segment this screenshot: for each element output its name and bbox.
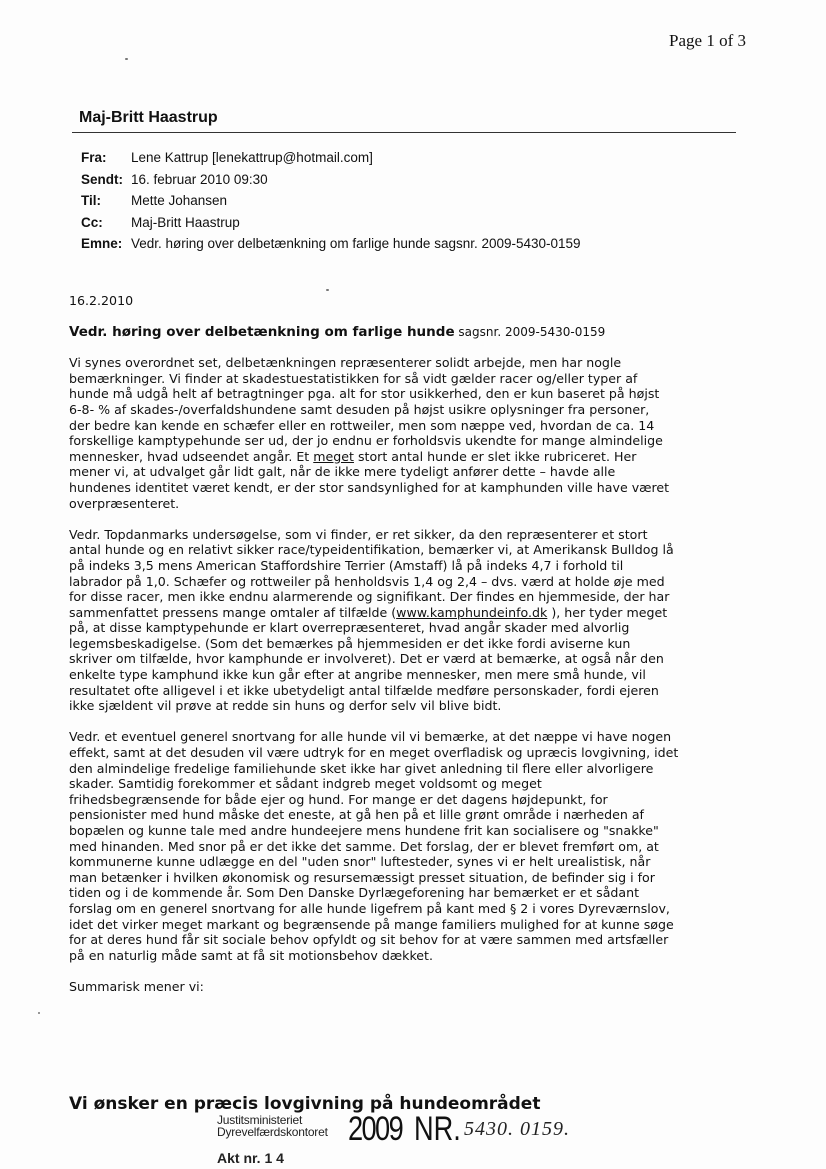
header-subject-label: Emne: [81,236,123,251]
letter-date: 16.2.2010 [69,293,134,308]
stamp-handwritten-number: 5430. 0159. [464,1118,570,1140]
emphasis-underlined: meget [313,448,354,464]
header-sent-value: 16. februar 2010 09:30 [131,171,268,187]
header-to [81,190,581,212]
paragraph-statistics-part1: Vi synes overordnet set, delbetænkningen repræsenterer solidt arbejde, men har nogle bemærkninger. Vi finder at skadestuestatistikken for så vidt gælder racer og/eller typer af hunde må udgå helt af betragtninger pga. alt for stor usikkerhed, den er kun baseret på højst 6-8- % af skades-/overfaldshundene samt desuden på højst usikre oplysninger fra personer, der bedre kan kende en schæfer eller en rottweiler, men som næppe ved, hvordan de ca. 14 forskellige kamptypehunde ser ud, der jo endnu er forholdsvis ukendte for mange almindelige mennesker, hvad udseendet angår. Et [69,355,663,464]
header-to-label: Til: [81,193,101,208]
scan-speck [125,58,128,60]
stamp-year: 2009 [348,1110,403,1148]
letter-subject [69,324,759,341]
stamp-office: Dyrevelfærdskontoret [217,1125,328,1139]
email-headers [81,147,581,255]
paragraph-leash-requirement: Vedr. et eventuel generel snortvang for alle hunde vil vi bemærke, at det næppe vi have nogen effekt, samt at det desuden vil være udtryk for en meget overfladisk og upræcis lovgivning, idet den almindelige fredelige familiehunde sket ikke har givet anledning til flere eller alvorligere skader. Samtidig forekommer et sådant indgreb meget voldsomt og meget frihedsbegrænsende for både ejer og hund. For mange er det dagens højdepunkt, for pensionister med hund måske det eneste, at gå hen på et lille grønt område i nærheden af bopælen og kunne tale med andre hundeejere mens hundene frit kan socialisere og "snakke" med hinanden. Med snor på er det ikke det samme. Det forslag, der er blevet fremført om, at kommunerne kunne udlægge en del "uden snor" luftesteder, synes vi er helt urealistisk, når man betænker i hvilken økonomisk og resursemæssigt presset situation, de befinder sig i for tiden og i de kommende år. Som Den Danske Dyrlægeforening har bemærket er et sådant forslag om en generel snortvang for alle hunde ligefrem på kant med § 2 i vores Dyreværnslov, idet det virker meget markant og begrænsende på mange familiers mulighed for at kunne søge for at deres hund får sit sociale behov opfyldt og sit behov for at være sammen med artsfæller på en naturlig måde samt at få sit motionsbehov dækket. [69,729,679,963]
sender-name: Maj-Britt Haastrup [79,109,218,126]
stamp-akt-number: Akt nr. 1 4 [217,1150,284,1166]
scan-speck [38,1012,40,1014]
header-sent-label: Sendt: [81,171,123,187]
received-stamp [217,1112,617,1169]
header-subject-value: Vedr. høring over delbetænkning om farlige hunde sagsnr. 2009-5430-0159 [131,236,581,251]
paragraph-topdanmark [69,527,759,714]
page-number: Page 1 of 3 [669,31,746,50]
stamp-ministry: Justitsministeriet [217,1113,303,1127]
letter-body [69,293,759,1010]
website-link[interactable]: www.kamphundeinfo.dk [396,604,548,620]
header-to-value: Mette Johansen [131,193,228,208]
header-cc-label: Cc: [81,214,103,230]
header-divider [72,132,736,133]
paragraph-topdanmark-part2: ), her tyder meget på, at disse kamptypehunde er klart overrepræsenteret, hvad angår skader med alvorlig legemsbeskadigelse. (Som det bemærkes på hjemmesiden er det ikke fordi aviserne kun skriver om tilfælde, hvor kamphunde er involveret). Det er værd at bemærke, at også når den enkelte type kamphund ikke kun går efter at angribe mennesker, men mere små hunde, vil resultatet ofte alligevel i et ikke ubetydeligt antal tilfælde medføre personskader, fordi ejeren ikke sjældent vil prøve at redde sin huns og derfor selv vil blive bidt. [69,604,668,714]
summary-lead: Summarisk mener vi: [69,978,204,994]
header-cc-value: Maj-Britt Haastrup [131,214,240,230]
letter-subject-reference: sagsnr. 2009-5430-0159 [454,324,606,339]
closing-heading: Vi ønsker en præcis lovgivning på hundeområdet [69,1094,541,1114]
header-from [81,147,581,169]
header-from-label: Fra: [81,150,107,165]
paragraph-statistics-part2: stort antal hunde er slet ikke rubriceret. Her mener vi, at udvalget går lidt galt, når de ikke mere tydeligt anfører dette – havde alle hundenes identitet været kendt, er der stor sandsynlighed for at kamphunden ville have været overpræsenteret. [69,448,670,511]
stamp-nr-label: NR. [414,1110,461,1148]
scan-speck [326,289,329,291]
header-sent [81,169,581,191]
paragraph-topdanmark-part1: Vedr. Topdanmarks undersøgelse, som vi finder, er ret sikker, da den repræsenterer et stort antal hunde og en relativt sikker race/typeidentifikation, bemærker vi, at Amerikansk Bulldog lå på indeks 3,5 mens American Staffordshire Terrier (Amstaff) lå på indeks 4,7 i forhold til labrador på 1,0. Schæfer og rottweiler på henholdsvis 1,4 og 2,4 – dvs. værd at holde øje med for disse racer, men ikke endnu alarmerende og signifikant. Der findes en hjemmeside, der har sammenfattet pressens mange omtaler af tilfælde ( [69,526,674,620]
stamp-organization [217,1114,328,1138]
header-cc [81,212,581,234]
letter-subject-title: Vedr. høring over delbetænkning om farlige hunde [69,323,455,340]
header-subject [81,233,581,255]
paragraph-statistics [69,355,759,511]
header-from-value: Lene Kattrup [lenekattrup@hotmail.com] [131,150,373,165]
